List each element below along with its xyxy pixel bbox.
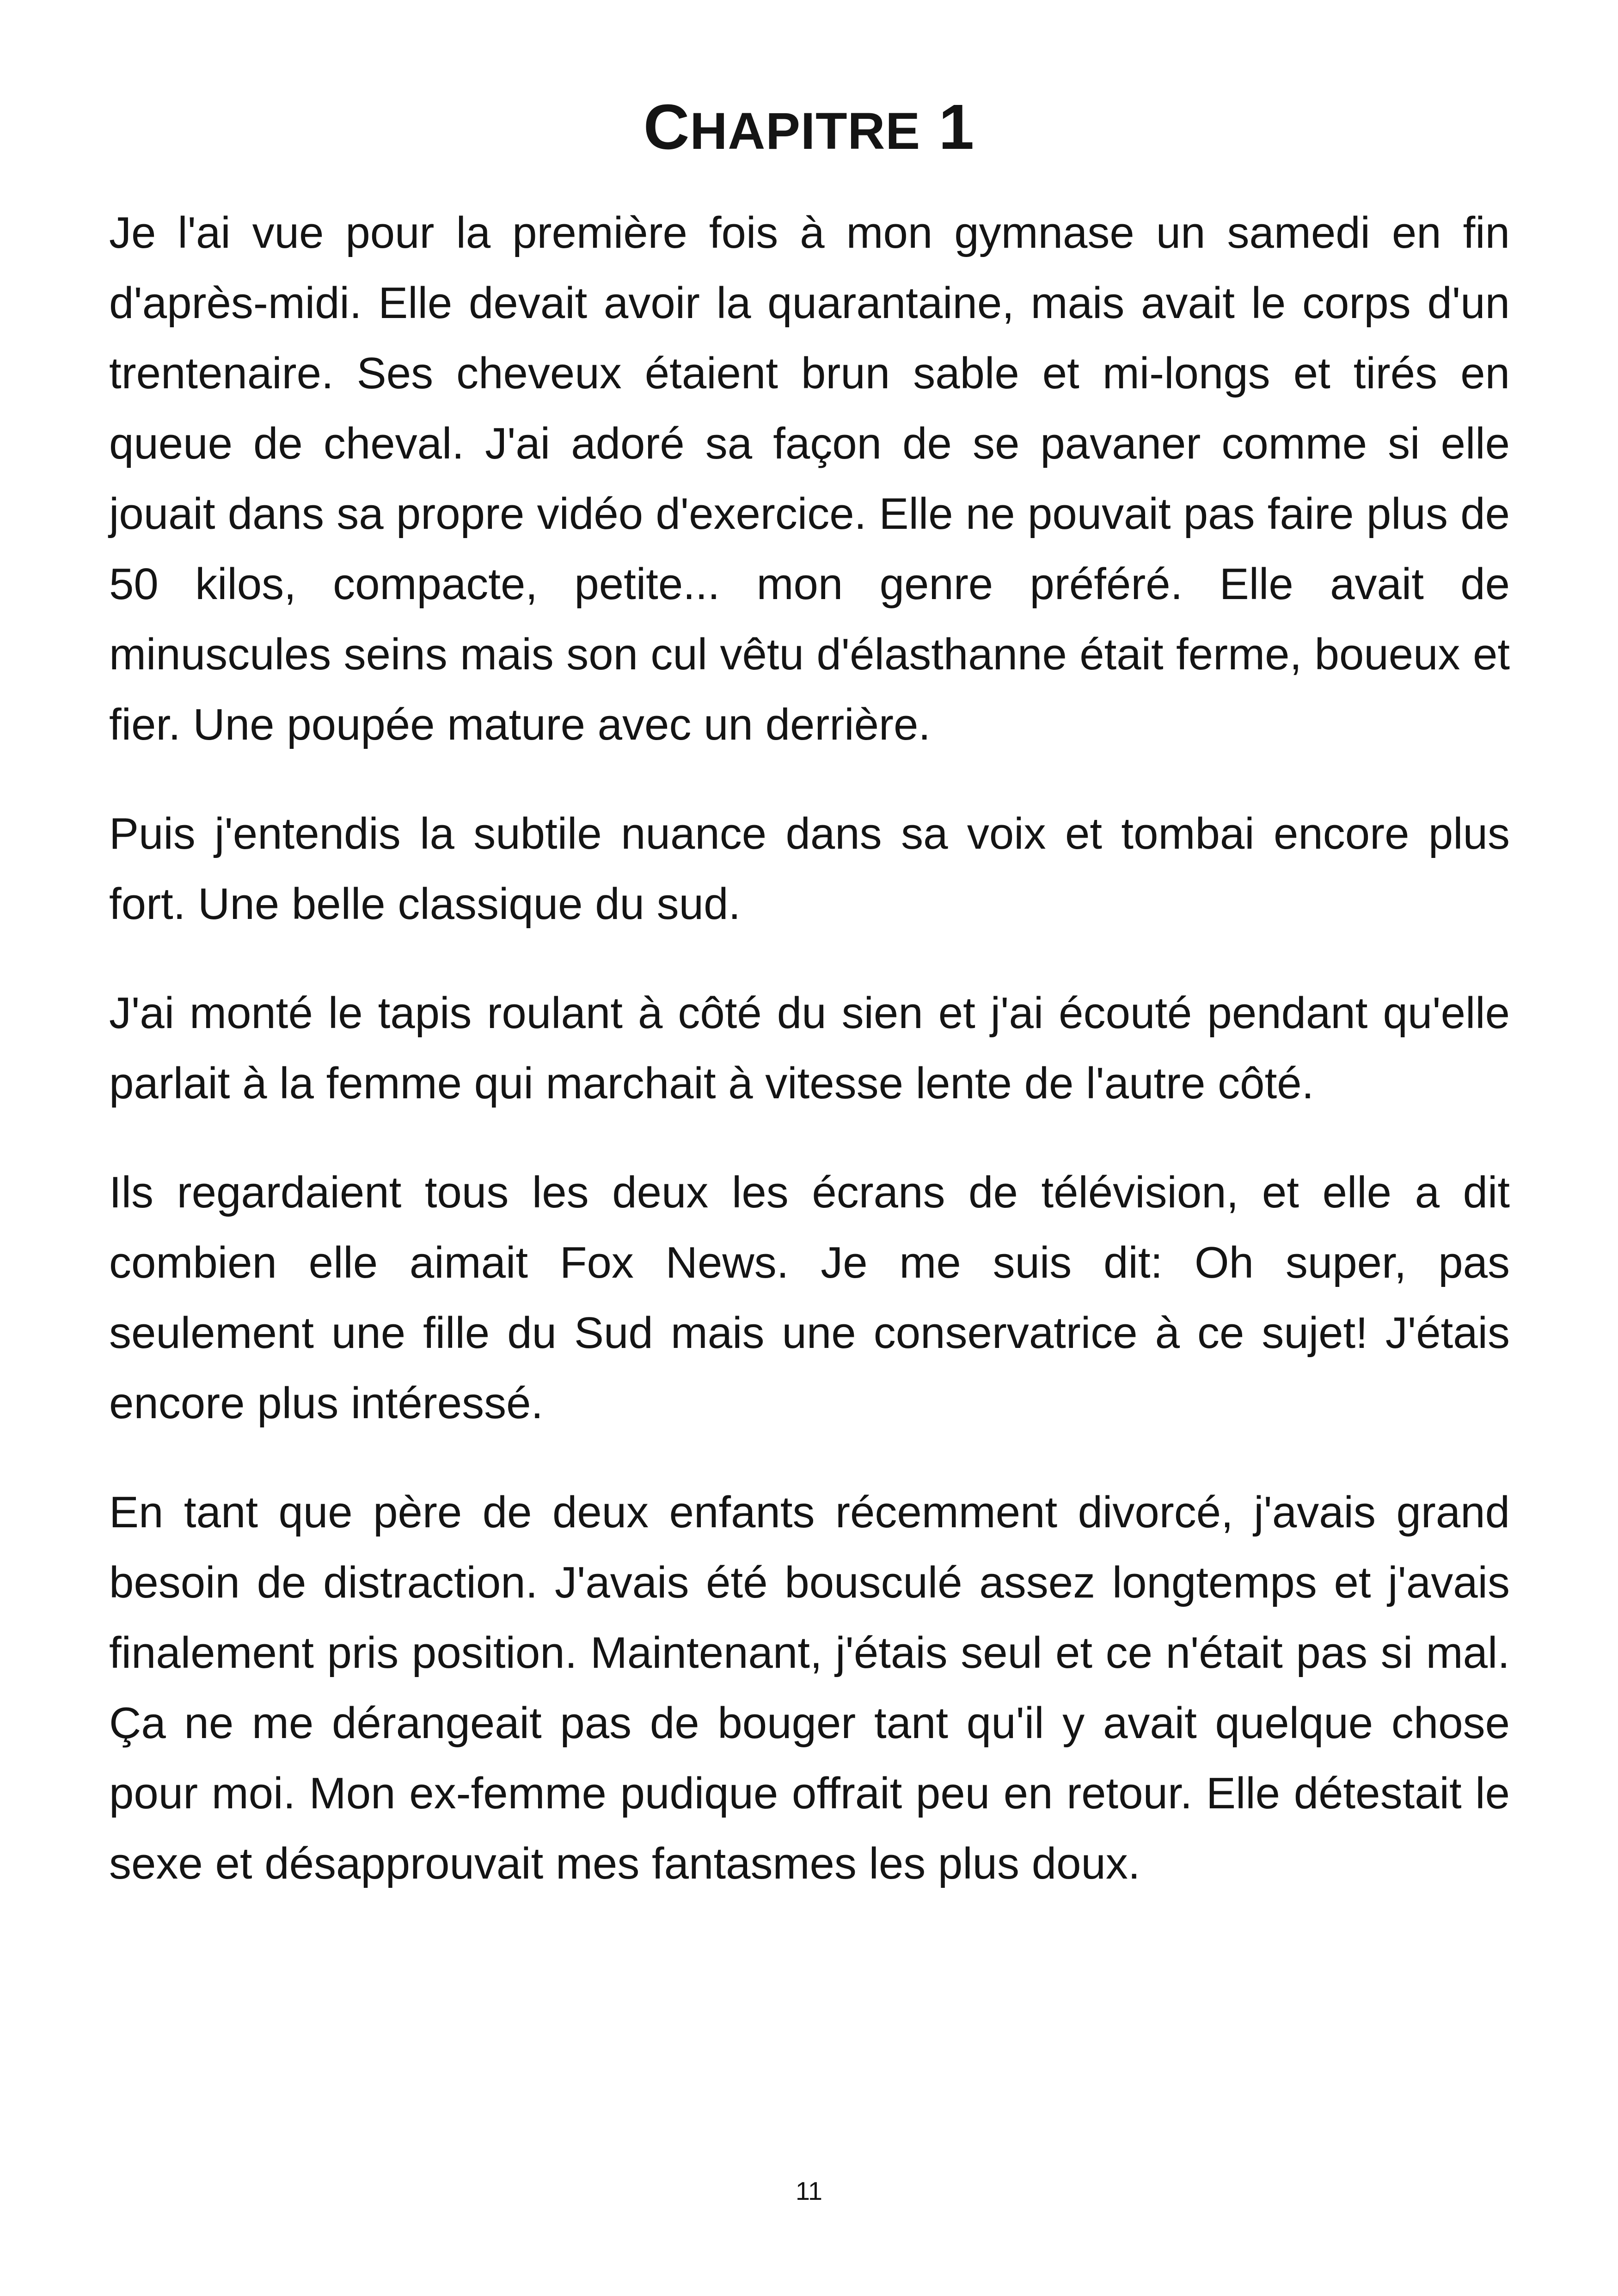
chapter-text bbox=[109, 198, 1510, 1938]
page-number: 11 bbox=[795, 2176, 823, 2205]
paragraph-4: Ils regardaient tous les deux les écrans de télévision, et elle a dit combien elle aimait Fox News. Je me suis dit: Oh super, pas seulement une fille du Sud mais une conservatrice à ce sujet! J'étais encore plus intéressé. bbox=[109, 1168, 1510, 1428]
paragraph-2: Puis j'entendis la subtile nuance dans sa voix et tombai encore plus fort. Une belle classique du sud. bbox=[109, 809, 1510, 929]
chapter-title-initial: C bbox=[643, 92, 690, 163]
chapter-title-word: HAPITRE bbox=[690, 102, 921, 160]
paragraph-1: Je l'ai vue pour la première fois à mon gymnase un samedi en fin d'après-midi. Elle devait avoir la quarantaine, mais avait le corps d'un trentenaire. Ses cheveux étaient brun sable et mi-longs et tirés en queue de cheval. J'ai adoré sa façon de se pavaner comme si elle jouait dans sa propre vidéo d'exercice. Elle ne pouvait pas faire plus de 50 kilos, compacte, petite... mon genre préféré. Elle avait de minuscules seins mais son cul vêtu d'élasthanne était ferme, boueux et fier. Une poupée mature avec un derrière. bbox=[109, 208, 1510, 749]
chapter-number: 1 bbox=[938, 92, 975, 163]
paragraph-5: En tant que père de deux enfants récemment divorcé, j'avais grand besoin de distraction. J'avais été bousculé assez longtemps et j'avais finalement pris position. Maintenant, j'étais seul et ce n'était pas si mal. Ça ne me dérangeait pas de bouger tant qu'il y avait quelque chose pour moi. Mon ex-femme pudique offrait peu en retour. Elle détestait le sexe et désapprouvait mes fantasmes les plus doux. bbox=[109, 1488, 1510, 1888]
paragraph-3: J'ai monté le tapis roulant à côté du sien et j'ai écouté pendant qu'elle parlait à la femme qui marchait à vitesse lente de l'autre côté. bbox=[109, 988, 1510, 1108]
chapter-title bbox=[0, 81, 1618, 178]
